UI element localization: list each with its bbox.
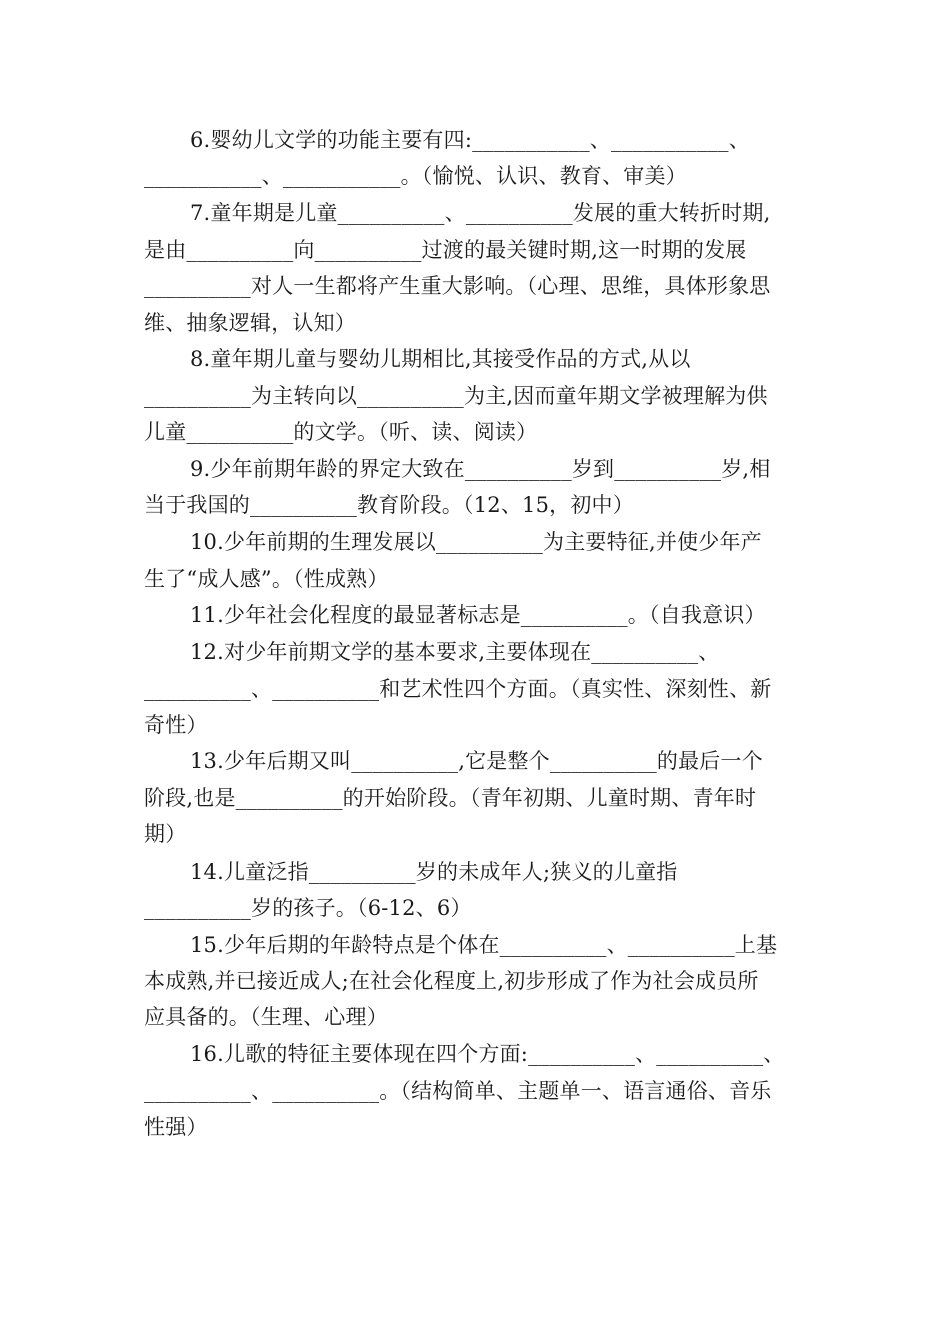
question-16-line-3: 性强） bbox=[144, 1115, 208, 1139]
question-12-line-3: 奇性） bbox=[144, 713, 208, 737]
question-9-line-1: 9.少年前期年龄的界定大致在__________岁到__________岁,相 bbox=[190, 457, 771, 481]
question-12-line-1: 12.对少年前期文学的基本要求,主要体现在__________、 bbox=[190, 640, 720, 664]
question-7-line-1: 7.童年期是儿童__________、__________发展的重大转折时期, bbox=[190, 201, 771, 225]
question-15-line-2: 本成熟,并已接近成人;在社会化程度上,初步形成了作为社会成员所 bbox=[144, 969, 759, 993]
question-6-line-1: 6.婴幼儿文学的功能主要有四:___________、___________、 bbox=[190, 128, 750, 152]
question-6-line-2: ___________、___________。（愉悦、认识、教育、审美） bbox=[144, 164, 687, 188]
question-8-line-2: __________为主转向以__________为主,因而童年期文学被理解为供 bbox=[144, 384, 768, 408]
question-14-line-2: __________岁的孩子。（6-12、6） bbox=[144, 896, 472, 920]
question-13-line-3: 期） bbox=[144, 822, 187, 846]
question-11-line-1: 11.少年社会化程度的最显著标志是__________。（自我意识） bbox=[190, 603, 766, 627]
question-16-line-1: 16.儿歌的特征主要体现在四个方面:__________、__________、 bbox=[190, 1042, 785, 1066]
question-8-line-1: 8.童年期儿童与婴幼儿期相比,其接受作品的方式,从以 bbox=[190, 347, 691, 371]
question-15-line-1: 15.少年后期的年龄特点是个体在__________、__________上基 bbox=[190, 933, 778, 957]
question-12-line-2: __________、__________和艺术性四个方面。（真实性、深刻性、新 bbox=[144, 677, 772, 701]
question-7-line-2: 是由__________向__________过渡的最关键时期,这一时期的发展 bbox=[144, 238, 747, 262]
question-15-line-3: 应具备的。（生理、心理） bbox=[144, 1005, 388, 1029]
question-13-line-2: 阶段,也是__________的开始阶段。（青年初期、儿童时期、青年时 bbox=[144, 786, 757, 810]
question-13-line-1: 13.少年后期又叫__________,它是整个__________的最后一个 bbox=[190, 749, 763, 773]
question-16-line-2: __________、__________。（结构简单、主题单一、语言通俗、音乐 bbox=[144, 1079, 772, 1103]
question-14-line-1: 14.儿童泛指__________岁的未成年人;狭义的儿童指 bbox=[190, 860, 678, 884]
question-8-line-3: 儿童__________的文学。（听、读、阅读） bbox=[144, 420, 538, 444]
question-9-line-2: 当于我国的__________教育阶段。（12、15，初中） bbox=[144, 493, 634, 517]
question-10-line-2: 生了“成人感”。（性成熟） bbox=[144, 567, 389, 591]
question-7-line-4: 维、抽象逻辑，认知） bbox=[144, 311, 356, 335]
question-7-line-3: __________对人一生都将产生重大影响。（心理、思维，具体形象思 bbox=[144, 274, 771, 298]
question-10-line-1: 10.少年前期的生理发展以__________为主要特征,并使少年产 bbox=[190, 530, 762, 554]
